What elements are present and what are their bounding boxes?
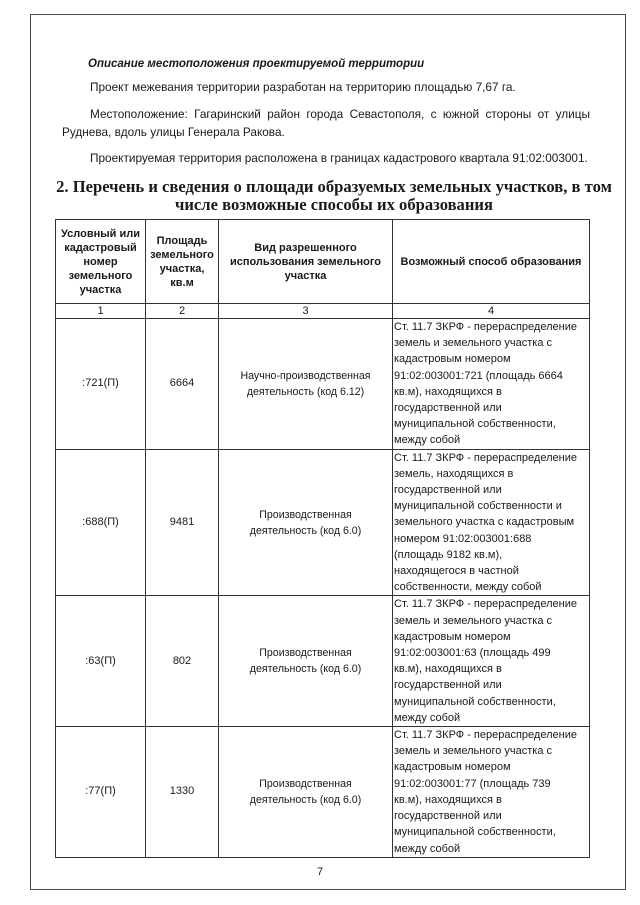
way-line: между собой [394,434,461,447]
column-number-row [56,304,590,319]
way-line: кв.м), находящихся в [394,663,502,676]
way-line: земель и земельного участка с [394,337,553,350]
plot-area-cell: 9481 [146,449,219,596]
use-line: Производственная [259,508,352,521]
use-line: Производственная [259,647,352,660]
use-line: деятельность (код 6.0) [249,663,362,676]
way-line: номером 91:02:003001:688 [394,532,532,545]
plot-formation-cell [393,596,590,727]
table-row [56,449,590,596]
header-text: участка [79,283,122,296]
plot-area-cell: 802 [146,596,219,727]
page-number: 7 [316,866,324,878]
plot-id-cell: :721(П) [56,319,146,450]
header-text: номер [83,255,118,268]
table-row [56,319,590,450]
way-line: кадастровым номером [394,630,511,643]
header-text: Вид разрешенного [254,241,357,254]
way-line: муниципальной собственности, [394,826,556,839]
quarter-paragraph: Проектируемая территория расположена в границах кадастрового квартала 91:02:003001. [90,151,588,165]
way-line: находящегося в частной [394,565,519,578]
plot-area-cell: 6664 [146,319,219,450]
header-formation-method [393,220,590,304]
area-paragraph: Проект межевания территории разработан на территорию площадью 7,67 га. [90,80,516,94]
way-line: собственности, между собой [394,581,542,594]
plot-id-cell: :63(П) [56,596,146,727]
section-title-line2: числе возможные способы их образования [175,195,493,214]
column-number: 1 [56,304,146,319]
plot-use-cell [219,727,393,858]
way-line: муниципальной собственности, [394,418,556,431]
way-line: между собой [394,842,461,855]
way-line: земельного участка с кадастровым [394,516,575,529]
way-line: земель и земельного участка с [394,614,553,627]
plot-area-cell: 1330 [146,727,219,858]
header-area [146,220,219,304]
table-row [56,727,590,858]
plot-formation-cell [393,727,590,858]
way-line: государственной или [394,679,502,692]
way-line: кадастровым номером [394,761,511,774]
plot-formation-cell [393,319,590,450]
way-line: Ст. 11.7 ЗКРФ - перераспределение [394,598,577,611]
way-line: государственной или [394,402,502,415]
plot-use-cell [219,319,393,450]
way-line: 91:02:003001:63 (площадь 499 [394,647,551,660]
header-plot-number [56,220,146,304]
section-title-line1: 2. Перечень и сведения о площади образуемых земельных участков, в том [56,177,612,196]
use-line: деятельность (код 6.12) [246,385,365,398]
way-line: муниципальной собственности, [394,695,556,708]
land-plots-table [55,219,590,858]
way-line: муниципальной собственности и [394,500,562,513]
plot-use-cell [219,596,393,727]
way-line: кв.м), находящихся в [394,793,502,806]
location-paragraph-line2: Руднева, вдоль улицы Генерала Ракова. [62,125,285,139]
use-line: Научно-производственная [240,369,371,382]
use-line: Производственная [259,777,352,790]
way-line: 91:02:003001:77 (площадь 739 [394,777,551,790]
header-text: земельного [68,269,133,282]
way-line: (площадь 9182 кв.м), [394,548,503,561]
table-row [56,596,590,727]
header-text: земельного [150,248,214,261]
way-line: 91:02:003001:721 (площадь 6664 [394,369,563,382]
column-number: 2 [146,304,219,319]
way-line: между собой [394,711,461,724]
header-text: использования земельного [229,255,382,268]
header-text: кадастровый [64,241,137,254]
header-text: Условный или [61,227,140,240]
way-line: Ст. 11.7 ЗКРФ - перераспределение [394,321,577,333]
plot-id-cell: :77(П) [56,727,146,858]
column-number: 3 [219,304,393,319]
way-line: земель, находящихся в [394,467,514,480]
way-line: Ст. 11.7 ЗКРФ - перераспределение [394,451,577,464]
use-line: деятельность (код 6.0) [249,793,362,806]
header-permitted-use [219,220,393,304]
header-text: Возможный способ образования [400,255,582,268]
header-text: участка [284,269,327,282]
use-line: деятельность (код 6.0) [249,524,362,537]
column-number: 4 [393,304,590,319]
plot-formation-cell [393,449,590,596]
way-line: государственной или [394,484,502,497]
header-text: Площадь [156,234,208,247]
way-line: Ст. 11.7 ЗКРФ - перераспределение [394,729,577,742]
header-text: участка, [159,262,205,275]
plot-id-cell: :688(П) [56,449,146,596]
location-paragraph-line1: Местоположение: Гагаринский район города Севастополя, с южной стороны от улицы [90,107,590,121]
way-line: государственной или [394,810,502,823]
way-line: земель и земельного участка с [394,745,553,758]
description-heading: Описание местоположения проектируемой территории [88,58,425,70]
table-header-row [56,220,590,304]
plot-use-cell [219,449,393,596]
way-line: кв.м), находящихся в [394,385,502,398]
way-line: кадастровым номером [394,353,511,366]
header-text: кв.м [170,276,194,289]
